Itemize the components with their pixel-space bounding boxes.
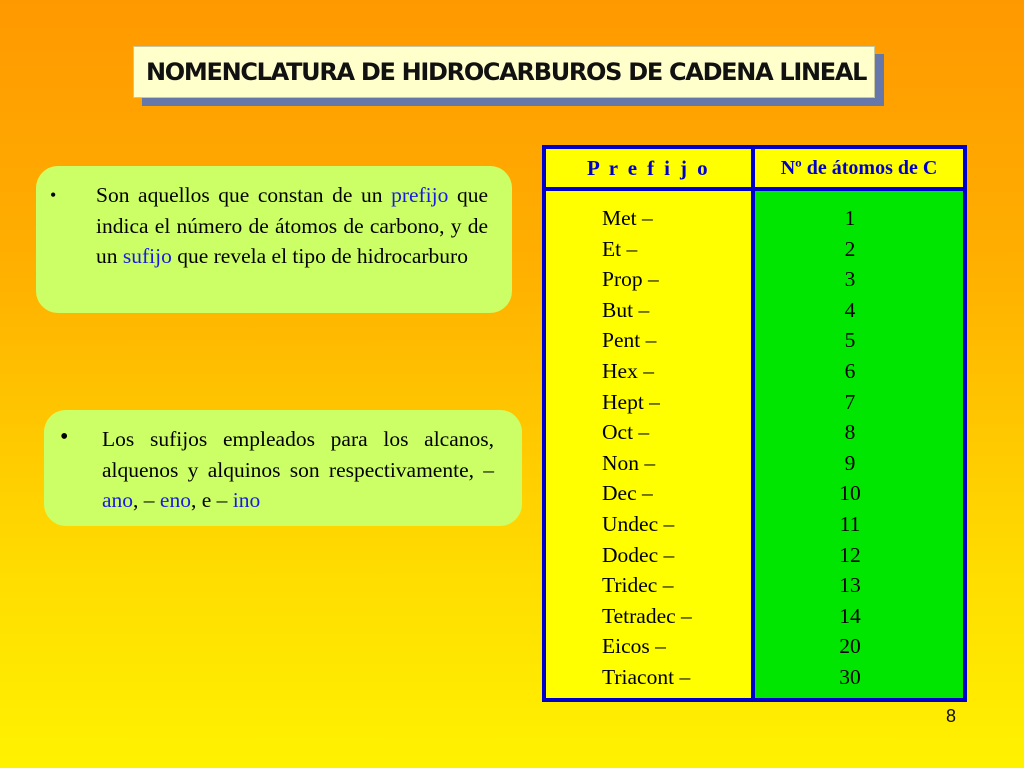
note-text-segment: que indica el número de átomos de carbono, y de un (96, 183, 488, 268)
prefix-cell: Triacont – (602, 665, 691, 689)
slide-title: NOMENCLATURA DE HIDROCARBUROS DE CADENA LINEAL (146, 58, 867, 86)
page-number: 8 (946, 706, 957, 726)
prefix-cell: But – (602, 297, 650, 322)
note-definition (36, 166, 512, 313)
prefix-table (542, 145, 967, 702)
bullet-icon: • (50, 185, 57, 205)
atoms-cell: 11 (839, 512, 861, 536)
note-text-segment: , – (133, 488, 160, 512)
atoms-cell: 8 (844, 420, 856, 445)
prefix-cell: Dodec – (602, 542, 675, 567)
prefix-cell: Tridec – (602, 573, 674, 598)
prefix-cell: Dec – (602, 481, 653, 506)
note-suffixes-text (102, 424, 494, 516)
header-atoms: Nº de átomos de C (755, 149, 963, 187)
atoms-cell: 7 (844, 389, 856, 414)
prefix-cell: Hept – (602, 389, 660, 414)
atoms-cell: 9 (844, 450, 856, 475)
highlight-eno: eno (159, 488, 191, 512)
prefix-cell: Prop – (602, 267, 659, 292)
note-text-segment: que revela el tipo de hidrocarburo (171, 244, 468, 268)
prefix-cell: Non – (602, 450, 656, 475)
note-text-segment: , e – (190, 488, 233, 512)
atoms-cell: 1 (844, 206, 856, 230)
prefix-cell: Pent – (602, 328, 657, 353)
header-prefijo: P r e f i j o (546, 149, 751, 187)
atoms-cell: 2 (844, 236, 856, 261)
prefix-column (546, 191, 751, 698)
highlight-ino: ino (232, 488, 261, 512)
prefix-cell: Tetradec – (602, 603, 692, 628)
title-box (133, 46, 875, 98)
atoms-cell: 30 (839, 665, 861, 689)
note-definition-text (96, 180, 488, 272)
prefix-cell: Hex – (602, 359, 654, 383)
atoms-cell: 10 (839, 481, 861, 506)
note-text-segment: Son aquellos que constan de un (96, 183, 392, 207)
atoms-cell: 14 (839, 603, 861, 628)
prefix-cell: Undec – (602, 512, 675, 536)
atoms-cell: 12 (839, 542, 861, 567)
atoms-cell: 4 (844, 297, 856, 322)
bullet-icon: • (60, 424, 69, 450)
atoms-cell: 13 (839, 573, 861, 598)
prefix-cell: Oct – (602, 420, 650, 445)
prefix-cell: Eicos – (602, 634, 666, 659)
note-suffixes (44, 410, 522, 526)
atoms-column (755, 191, 963, 698)
highlight-sufijo: sufijo (122, 244, 172, 268)
highlight-ano: ano (102, 488, 134, 512)
prefix-cell: Met – (602, 206, 653, 230)
atoms-cell: 6 (844, 359, 856, 383)
highlight-prefijo: prefijo (391, 183, 449, 207)
atoms-cell: 20 (839, 634, 861, 659)
prefix-cell: Et – (602, 236, 638, 261)
atoms-cell: 5 (844, 328, 856, 353)
atoms-cell: 3 (844, 267, 856, 292)
note-text-segment: Los sufijos empleados para los alcanos, alquenos y alquinos son respectivamente, – (102, 427, 494, 482)
